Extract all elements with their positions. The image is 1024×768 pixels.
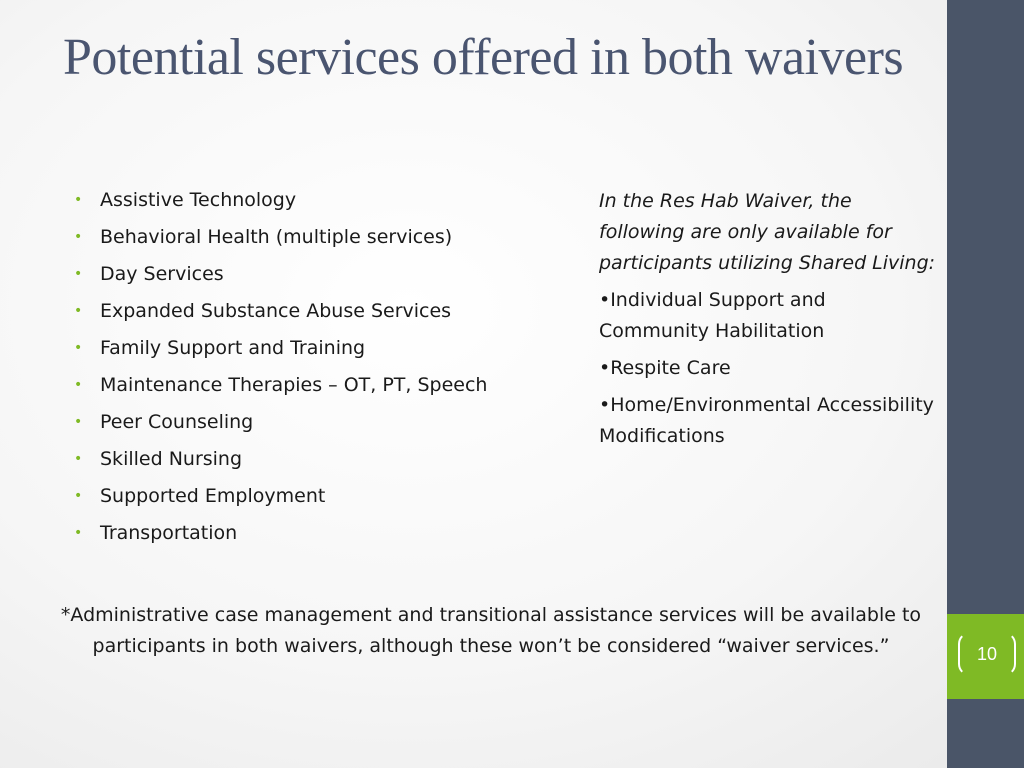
bullet-icon: • [74, 488, 83, 504]
services-list [72, 186, 552, 556]
list-item-label: Maintenance Therapies – OT, PT, Speech [100, 374, 488, 396]
list-item [72, 297, 552, 334]
bullet-icon: • [74, 192, 83, 208]
footnote: *Administrative case management and transitional assistance services will be available to participants in both waivers, although these won’t be considered “waiver services.” [60, 604, 922, 657]
bullet-icon: • [74, 303, 83, 319]
bullet-icon: • [74, 377, 83, 393]
list-item-label: Supported Employment [100, 485, 326, 507]
list-item-label: Assistive Technology [100, 189, 297, 211]
list-item [72, 186, 552, 223]
res-hab-item: •Home/Environmental Accessibility Modifications [599, 394, 934, 447]
bullet-icon: • [74, 451, 83, 467]
list-item [72, 445, 552, 482]
list-item [72, 334, 552, 371]
list-item [72, 371, 552, 408]
list-item-label: Skilled Nursing [100, 448, 243, 470]
list-item-label: Transportation [100, 522, 238, 544]
list-item [72, 408, 552, 445]
list-item-label: Family Support and Training [100, 337, 366, 359]
list-item-label: Behavioral Health (multiple services) [100, 226, 453, 248]
page-number-badge [958, 632, 1016, 676]
slide-title: Potential services offered in both waivers [63, 29, 904, 86]
page-number: 10 [976, 643, 998, 664]
bullet-icon: • [74, 414, 83, 430]
res-hab-note [599, 186, 939, 458]
list-item-label: Expanded Substance Abuse Services [100, 300, 452, 322]
bullet-icon: • [74, 266, 83, 282]
res-hab-intro: In the Res Hab Waiver, the following are only available for participants utilizing Shared Living: [599, 190, 936, 274]
bullet-icon: • [74, 525, 83, 541]
bullet-icon: • [74, 340, 83, 356]
list-item [72, 482, 552, 519]
list-item-label: Peer Counseling [100, 411, 254, 433]
list-item [72, 519, 552, 556]
res-hab-item: •Respite Care [599, 357, 731, 379]
res-hab-item: •Individual Support and Community Habilitation [599, 289, 826, 342]
bullet-icon: • [74, 229, 83, 245]
list-item-label: Day Services [100, 263, 224, 285]
list-item [72, 223, 552, 260]
list-item [72, 260, 552, 297]
